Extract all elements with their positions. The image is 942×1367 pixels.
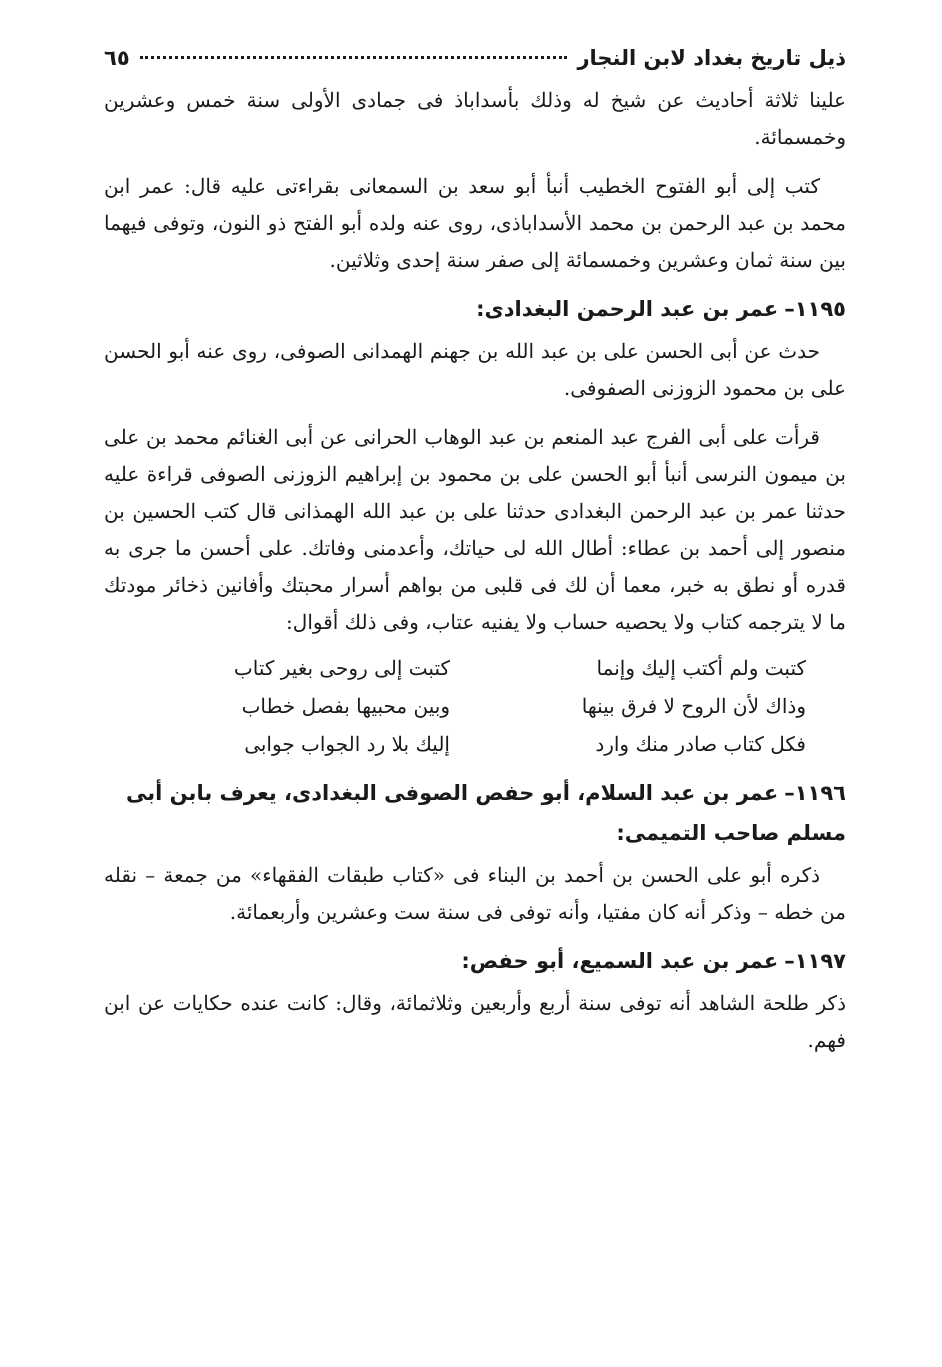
header-title: ذيل تاريخ بغداد لابن النجار	[577, 46, 846, 70]
verse-first-hemistich: فكل كتاب صادر منك وارد	[595, 732, 806, 756]
entry-number: ١١٩٧–	[784, 949, 846, 973]
entry-number: ١١٩٥–	[784, 297, 846, 321]
verse-second-hemistich: وبين محبيها بفصل خطاب	[241, 694, 450, 718]
paragraph: حدث عن أبى الحسن على بن عبد الله بن جهنم الهمدانى الصوفى، روى عنه أبو الحسن على بن محمود الزوزنى الصفوفى.	[104, 339, 846, 400]
page-number: ٦٥	[104, 46, 130, 70]
entry-heading	[104, 773, 846, 853]
header-dot-leader	[140, 56, 568, 59]
poem	[104, 649, 846, 763]
entry-heading	[104, 289, 846, 329]
verse-second-hemistich: كتبت إلى روحى بغير كتاب	[233, 656, 450, 680]
paragraph: قرأت على أبى الفرج عبد المنعم بن عبد الوهاب الحرانى عن أبى الغنائم محمد بن على بن ميمون النرسى أنبأ أبو الحسن على بن محمود بن إبراهيم الزوزنى الصوفى قراءة عليه حدثنا عمر بن عبد الرحمن البغدادى حدثنا على بن عبد الله الهمذانى قال كتب الحسين بن منصور إلى أحمد بن عطاء: أطال الله لى حياتك، وأعدمنى وفاتك. على أحسن ما جرى به قدره أو نطق به خبر، معما أن لك فى قلبى من بواهم أسرار محبتك وأفانين ذخائر مودتك ما لا يترجمه كتاب ولا يحصيه حساب ولا يفنيه عتاب، وفى ذلك أقوال:	[104, 425, 846, 634]
page-body	[104, 82, 846, 1059]
verse-first-hemistich: وذاك لأن الروح لا فرق بينها	[581, 694, 806, 718]
verse-first-hemistich: كتبت ولم أكتب إليك وإنما	[596, 656, 806, 680]
paragraph: كتب إلى أبو الفتوح الخطيب أنبأ أبو سعد بن السمعانى بقراءتى عليه قال: عمر ابن محمد بن عبد الرحمن بن محمد الأسداباذى، روى عنه ولده أبو الفتح ذو النون، وتوفى فيهما بين سنة ثمان وعشرين وخمسمائة إلى صفر سنة إحدى وثلاثين.	[104, 174, 846, 272]
poem-verse	[104, 687, 846, 725]
entry-name: عمر بن عبد السميع، أبو حفص:	[461, 949, 779, 973]
running-header	[104, 38, 846, 82]
poem-verse	[104, 649, 846, 687]
paragraph: علينا ثلاثة أحاديث عن شيخ له وذلك بأسداباذ فى جمادى الأولى سنة خمس وعشرين وخمسمائة.	[104, 88, 846, 149]
verse-second-hemistich: إليك بلا رد الجواب جوابى	[244, 732, 450, 756]
entry-number: ١١٩٦–	[784, 781, 846, 805]
poem-verse	[104, 725, 846, 763]
paragraph: ذكره أبو على الحسن بن أحمد بن البناء فى «كتاب طبقات الفقهاء» من جمعة – نقله من خطه – وذكر أنه كان مفتيا، وأنه توفى فى سنة ست وعشرين وأربعمائة.	[104, 863, 846, 924]
entry-heading	[104, 941, 846, 981]
entry-name: عمر بن عبد الرحمن البغدادى:	[476, 297, 779, 321]
entry-name: عمر بن عبد السلام، أبو حفص الصوفى البغدادى، يعرف بابن أبى مسلم صاحب التميمى:	[126, 781, 846, 845]
paragraph: ذكر طلحة الشاهد أنه توفى سنة أربع وأربعين وثلاثمائة، وقال: كانت عنده حكايات عن ابن فهم.	[104, 991, 846, 1052]
